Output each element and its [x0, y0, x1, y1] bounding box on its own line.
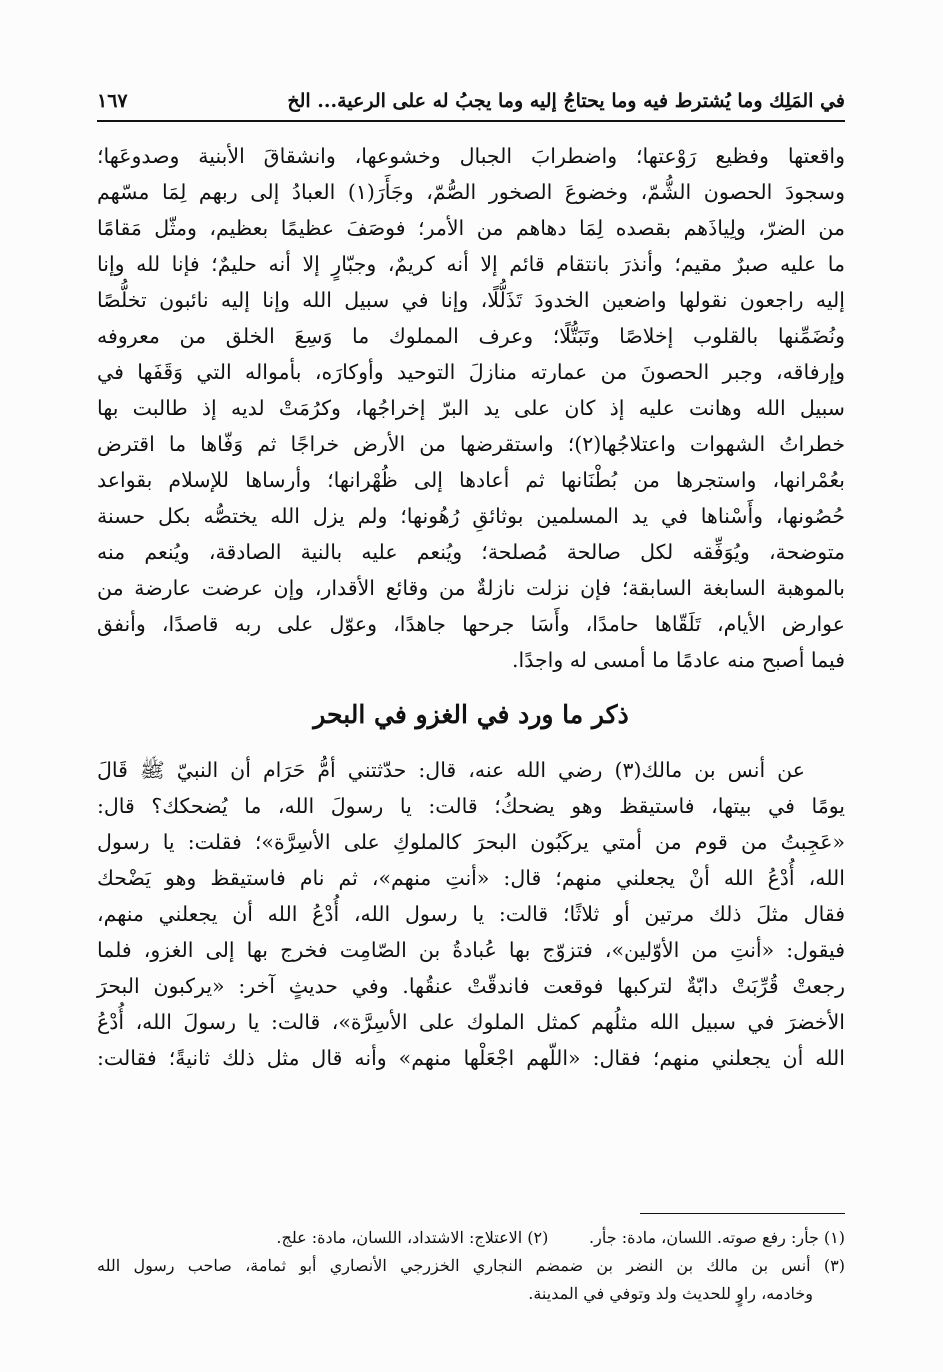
running-title: في المَلِك وما يُشترط فيه وما يحتاجُ إليه وما يجبُ له على الرعية... الخ [287, 90, 845, 112]
paragraph-2 [97, 752, 845, 1076]
footnotes [97, 1224, 845, 1308]
text-line: يومًا في بيتها، فاستيقظ وهو يضحكُ؛ قالت: يا رسولَ الله، ما يُضحكك؟ قال: [97, 794, 845, 818]
text-line: ونُضَمِّنها بالقلوب إخلاصًا وتَبَتُّلًا؛ وعرف المملوك ما وَسِعَ الخلق من معروفه [97, 324, 845, 348]
text-line: فيقول: «أنتِ من الأوّلين»، فتزوّج بها عُبادةُ بن الصّامِت فخرج بها إلى الغزو، فلما [97, 938, 845, 962]
text-line: واقعتها وفظيع رَوْعتها؛ واضطرابَ الجبال وخشوعها، وانشقاقَ الأبنية وصدوعَها؛ [97, 144, 845, 168]
text-line: خطراتُ الشهوات واعتلاجُها(٢)؛ واستقرضها من الأرض خراجًا ثم وَفّاها ما اقترض [97, 432, 846, 456]
text-line: الله أن يجعلني منهم؛ فقال: «اللّهم اجْعَلْها منهم» وأنه قال مثل ذلك ثانيةً؛ فقالت: [97, 1046, 845, 1070]
text-line: متوضحة، ويُوَفِّقه لكل صالحة مُصلحة؛ ويُنعم عليه بالنية الصادقة، ويُنعم منه [97, 540, 845, 564]
header-rule [97, 120, 845, 122]
section-heading: ذكر ما ورد في الغزو في البحر [313, 700, 629, 729]
footnote-rule [640, 1213, 845, 1214]
page-number: ١٦٧ [97, 90, 128, 112]
text-line: وسجودَ الحصون الشُّمّ، وخضوعَ الصخور الصُّمّ، وجَأَرَ(١) العبادُ إلى ربهم لِمَا مسّهم [97, 180, 845, 204]
text-line: من الضرّ، ولِياذَهم بقصده لِمَا دهاهم من الأمر؛ فوصَفَ عظيمًا بعظيم، ومثّل مَقامًا [97, 216, 845, 240]
text-line: فقال مثلَ ذلك مرتين أو ثلاثًا؛ قالت: يا رسول الله، أُدْعُ الله أن يجعلني منهم، [97, 902, 845, 926]
text-line: ما عليه صبرٌ مقيم؛ وأنذرَ بانتقام قائم إلا أنه كريمٌ، وجبّارٍ إلا أنه حليمٌ؛ فإنا لله وإنا [97, 252, 845, 276]
text-line: بعُمْرانها، واستجرها من بُطْنَانها ثم أعادها إلى ظُهْرانها؛ وأرساها للإسلام بقواعد [97, 468, 845, 492]
footnote-1-2: (١) جأر: رفع صوته. اللسان، مادة: جأر. (٢) الاعتلاج: الاشتداد، اللسان، مادة: علج. [276, 1228, 845, 1247]
text-line: الأخضرَ في سبيل الله مثلُهم كمثل الملوك على الأسِرَّة»، قالت: يا رسولَ الله، أُدْعُ [97, 1010, 845, 1034]
text-line: رجعتْ قُرِّبَتْ دابّةٌ لتركبها فوقعت فاندقّتْ عنقُها. وفي حديثٍ آخر: «يركبون البحرَ [97, 974, 845, 998]
text-line: عن أنس بن مالك(٣) رضي الله عنه، قال: حدّثتني أمُّ حَرَام أن النبيّ ﷺ قَالَ [97, 758, 806, 782]
paragraph-1 [97, 138, 845, 678]
text-line: عوارض الأيام، تَلَقّاها حامدًا، وأَسَا جرحها جاهدًا، وعوّل على ربه قاصدًا، وأنفق [97, 612, 845, 636]
text-line: سبيل الله وهانت عليه إذ كان على يد البرّ إخراجُها، وكرُمَتْ لديه إذ طالبت بها [97, 396, 845, 420]
footnote-3: (٣) أنس بن مالك بن النضر بن ضمضم النجاري الخزرجي الأنصاري أبو ثمامة، صاحب رسول الله [97, 1256, 845, 1275]
running-header [97, 84, 845, 118]
text-line: الله، أُدْعُ الله أنْ يجعلني منهم؛ قال: «أنتِ منهم»، ثم نام فاستيقظ وهو يَضْحك [97, 866, 845, 890]
text-line: «عَجِبتُ من قوم من أمتي يركَبُون البحرَ كالملوكِ على الأسِرَّة»؛ فقلت: يا رسول [97, 830, 845, 854]
text-line: بالموهبة السابغة السابقة؛ فإن نزلت نازلةٌ من وقائع الأقدار، وإن عرضت عارضة من [97, 576, 845, 600]
text-line: حُصُونها، وأَسْناها في يد المسلمين بوثائقِ رُهُونها؛ ولم يزل الله يختصُّه بكل حسنة [97, 504, 845, 528]
text-line: فيما أصبح منه عادمًا ما أمسى له واجدًا. [512, 648, 845, 672]
footnote-3-continued: وخادمه، راوٍ للحديث ولد وتوفي في المدينة. [528, 1284, 813, 1303]
text-line: إليه راجعون نقولها واضعين الخدودَ تَذَلُّلًا، وإنا في سبيل الله وإنا إليه نائبون تخلُّصًا [97, 288, 845, 312]
text-line: وإرفاقه، وجبر الحصونَ من عمارته منازلَ التوحيد وأوكارَه، بأمواله التي وَقَفَها في [97, 360, 845, 384]
